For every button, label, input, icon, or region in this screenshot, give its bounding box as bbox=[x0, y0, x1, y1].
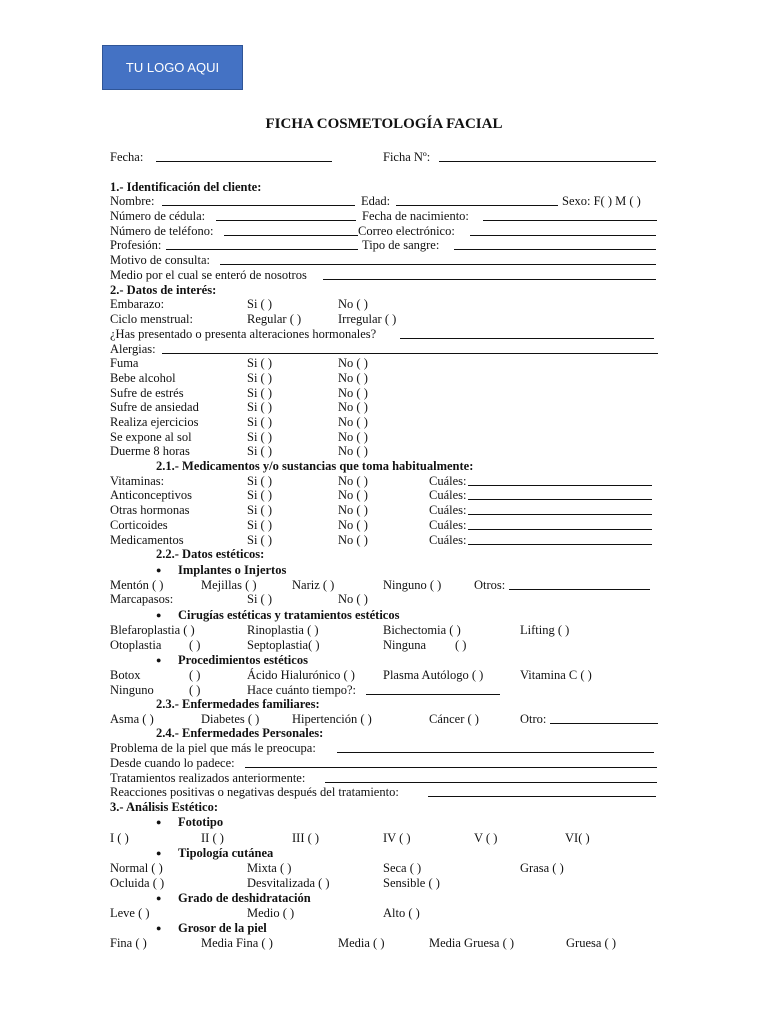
habit-no[interactable]: No ( ) bbox=[338, 415, 368, 429]
implantes-row bbox=[110, 578, 658, 593]
mejillas-option[interactable]: Mejillas ( ) bbox=[201, 578, 257, 592]
cuales-label: Cuáles: bbox=[429, 533, 467, 547]
ninguno-option[interactable]: Ninguno ( ) bbox=[383, 578, 442, 592]
habit-label: Bebe alcohol bbox=[110, 371, 176, 385]
media-gruesa-option[interactable]: Media Gruesa ( ) bbox=[429, 936, 515, 950]
habit-si[interactable]: Si ( ) bbox=[247, 444, 272, 458]
hace-label: Hace cuánto tiempo?: bbox=[247, 683, 356, 697]
sangre-field[interactable] bbox=[454, 238, 656, 250]
habit-no[interactable]: No ( ) bbox=[338, 356, 368, 370]
med-si[interactable]: Si ( ) bbox=[247, 518, 272, 532]
habit-si[interactable]: Si ( ) bbox=[247, 356, 272, 370]
embarazo-no[interactable]: No ( ) bbox=[338, 297, 368, 311]
habit-no[interactable]: No ( ) bbox=[338, 444, 368, 458]
cuales-label: Cuáles: bbox=[429, 503, 467, 517]
cuales-field[interactable] bbox=[468, 533, 652, 545]
fototipo-heading: ● Fototipo bbox=[156, 815, 224, 829]
procedimientos-heading: ● Procedimientos estéticos bbox=[156, 653, 308, 667]
med-si[interactable]: Si ( ) bbox=[247, 488, 272, 502]
grasa-option[interactable]: Grasa ( ) bbox=[520, 861, 564, 875]
habit-no[interactable]: No ( ) bbox=[338, 371, 368, 385]
telefono-label: Número de teléfono: bbox=[110, 224, 214, 238]
tipologia-row bbox=[110, 861, 658, 876]
ciclo-label: Ciclo menstrual: bbox=[110, 312, 193, 326]
plasma-option[interactable]: Plasma Autólogo ( ) bbox=[383, 668, 484, 682]
personales-heading: 2.4.- Enfermedades Personales: bbox=[156, 726, 324, 740]
telefono-field[interactable] bbox=[224, 224, 358, 236]
hormonal-label: ¿Has presentado o presenta alteraciones hormonales? bbox=[110, 327, 377, 341]
bullet-icon: ● bbox=[156, 610, 162, 620]
alergias-row bbox=[110, 342, 658, 357]
cuales-field[interactable] bbox=[468, 518, 652, 530]
ficha-field[interactable] bbox=[439, 150, 656, 162]
embarazo-si[interactable]: Si ( ) bbox=[247, 297, 272, 311]
nombre-field[interactable] bbox=[162, 194, 355, 206]
fototipo-option[interactable]: I ( ) bbox=[110, 831, 129, 845]
implantes-heading: ● Implantes o Injertos bbox=[156, 563, 287, 577]
med-row bbox=[110, 518, 658, 533]
alto-option[interactable]: Alto ( ) bbox=[383, 906, 420, 920]
desde-field[interactable] bbox=[245, 756, 657, 768]
habit-label: Realiza ejercicios bbox=[110, 415, 199, 429]
nariz-option[interactable]: Nariz ( ) bbox=[292, 578, 335, 592]
habit-row bbox=[110, 415, 658, 430]
hace-field[interactable] bbox=[366, 683, 500, 695]
ciclo-row bbox=[110, 312, 658, 327]
med-label: Vitaminas: bbox=[110, 474, 165, 488]
nacimiento-field[interactable] bbox=[483, 209, 657, 221]
correo-label: Correo electrónico: bbox=[358, 224, 455, 238]
reacciones-label: Reacciones positivas o negativas después del tratamiento: bbox=[110, 785, 399, 799]
cuales-label: Cuáles: bbox=[429, 488, 467, 502]
cuales-field[interactable] bbox=[468, 474, 652, 486]
ficha-label: Ficha Nº: bbox=[383, 150, 431, 164]
fototipo-option[interactable]: V ( ) bbox=[474, 831, 498, 845]
cedula-field[interactable] bbox=[216, 209, 356, 221]
med-row bbox=[110, 474, 658, 489]
problema-row bbox=[110, 741, 658, 756]
ciclo-irregular[interactable]: Irregular ( ) bbox=[338, 312, 397, 326]
bullet-icon: ● bbox=[156, 893, 162, 903]
tipologia-row-2 bbox=[110, 876, 658, 891]
med-row bbox=[110, 488, 658, 503]
tipologia-heading: ● Tipología cutánea bbox=[156, 846, 274, 860]
med-si[interactable]: Si ( ) bbox=[247, 474, 272, 488]
habit-si[interactable]: Si ( ) bbox=[247, 400, 272, 414]
normal-option[interactable]: Normal ( ) bbox=[110, 861, 163, 875]
habit-label: Se expone al sol bbox=[110, 430, 192, 444]
botox-label: Botox bbox=[110, 668, 141, 682]
section-1-heading: 1.- Identificación del cliente: bbox=[110, 180, 262, 194]
habit-label: Sufre de ansiedad bbox=[110, 400, 199, 414]
bullet-icon: ● bbox=[156, 848, 162, 858]
cuales-field[interactable] bbox=[468, 503, 652, 515]
fototipo-row bbox=[110, 831, 658, 846]
sexo-field[interactable]: Sexo: F( ) M ( ) bbox=[562, 194, 641, 208]
reacciones-row bbox=[110, 785, 658, 800]
med-label: Otras hormonas bbox=[110, 503, 190, 517]
habit-row bbox=[110, 371, 658, 386]
cuales-field[interactable] bbox=[468, 488, 652, 500]
profesion-label: Profesión: bbox=[110, 238, 162, 252]
otoplastia-option[interactable]: ( ) bbox=[189, 638, 201, 652]
habit-row bbox=[110, 356, 658, 371]
habit-row bbox=[110, 400, 658, 415]
ciclo-regular[interactable]: Regular ( ) bbox=[247, 312, 302, 326]
embarazo-label: Embarazo: bbox=[110, 297, 165, 311]
hormonal-row bbox=[110, 327, 658, 342]
grosor-row bbox=[110, 936, 658, 951]
profesion-field[interactable] bbox=[166, 238, 358, 250]
habit-no[interactable]: No ( ) bbox=[338, 400, 368, 414]
cirugias-row bbox=[110, 623, 658, 638]
tratamientos-row bbox=[110, 771, 658, 786]
ninguna-option[interactable]: ( ) bbox=[455, 638, 467, 652]
habit-no[interactable]: No ( ) bbox=[338, 386, 368, 400]
med-label: Medicamentos bbox=[110, 533, 184, 547]
med-no[interactable]: No ( ) bbox=[338, 474, 368, 488]
reacciones-field[interactable] bbox=[428, 785, 656, 797]
otro-field[interactable] bbox=[550, 712, 658, 724]
deshidratacion-row bbox=[110, 906, 658, 921]
nacimiento-label: Fecha de nacimiento: bbox=[362, 209, 469, 223]
tratamientos-label: Tratamientos realizados anteriormente: bbox=[110, 771, 306, 785]
problema-label: Problema de la piel que más le preocupa: bbox=[110, 741, 316, 755]
habit-label: Sufre de estrés bbox=[110, 386, 184, 400]
hormonal-field[interactable] bbox=[400, 327, 654, 339]
cuales-label: Cuáles: bbox=[429, 518, 467, 532]
fototipo-option[interactable]: II ( ) bbox=[201, 831, 224, 845]
septoplastia-option[interactable]: Septoplastia( ) bbox=[247, 638, 320, 652]
acido-option[interactable]: Ácido Hialurónico ( ) bbox=[247, 668, 355, 682]
desde-row bbox=[110, 756, 658, 771]
motivo-row bbox=[110, 253, 658, 268]
familiares-row bbox=[110, 712, 658, 727]
ninguno-proc-option[interactable]: ( ) bbox=[189, 683, 201, 697]
cedula-label: Número de cédula: bbox=[110, 209, 206, 223]
habit-row bbox=[110, 444, 658, 459]
familiares-heading: 2.3.- Enfermedades familiares: bbox=[156, 697, 320, 711]
edad-field[interactable] bbox=[396, 194, 558, 206]
bullet-icon: ● bbox=[156, 817, 162, 827]
sangre-label: Tipo de sangre: bbox=[362, 238, 440, 252]
cirugias-row-2 bbox=[110, 638, 658, 653]
medio-option[interactable]: Medio ( ) bbox=[247, 906, 295, 920]
ninguna-label: Ninguna bbox=[383, 638, 427, 652]
section-3-heading: 3.- Análisis Estético: bbox=[110, 800, 218, 814]
habit-si[interactable]: Si ( ) bbox=[247, 415, 272, 429]
logo-placeholder: TU LOGO AQUI bbox=[102, 45, 243, 90]
fecha-field[interactable] bbox=[156, 150, 332, 162]
media-fina-option[interactable]: Media Fina ( ) bbox=[201, 936, 273, 950]
fina-option[interactable]: Fina ( ) bbox=[110, 936, 147, 950]
sensible-option[interactable]: Sensible ( ) bbox=[383, 876, 440, 890]
lifting-option[interactable]: Lifting ( ) bbox=[520, 623, 570, 637]
habit-si[interactable]: Si ( ) bbox=[247, 430, 272, 444]
leve-option[interactable]: Leve ( ) bbox=[110, 906, 150, 920]
med-label: Anticonceptivos bbox=[110, 488, 192, 502]
media-option[interactable]: Media ( ) bbox=[338, 936, 385, 950]
problema-field[interactable] bbox=[337, 741, 654, 753]
gruesa-option[interactable]: Gruesa ( ) bbox=[566, 936, 616, 950]
asma-option[interactable]: Asma ( ) bbox=[110, 712, 154, 726]
cirugias-heading: ● Cirugías estéticas y tratamientos estéticos bbox=[156, 608, 400, 622]
medio-label: Medio por el cual se enteró de nosotros bbox=[110, 268, 307, 282]
telefono-row bbox=[110, 224, 658, 239]
procedimientos-row bbox=[110, 668, 658, 683]
med-row bbox=[110, 533, 658, 548]
bullet-icon: ● bbox=[156, 923, 162, 933]
desde-label: Desde cuando lo padece: bbox=[110, 756, 235, 770]
embarazo-row bbox=[110, 297, 658, 312]
otoplastia-label: Otoplastia bbox=[110, 638, 162, 652]
medio-row bbox=[110, 268, 658, 283]
med-no[interactable]: No ( ) bbox=[338, 518, 368, 532]
cancer-option[interactable]: Cáncer ( ) bbox=[429, 712, 479, 726]
botox-option[interactable]: ( ) bbox=[189, 668, 201, 682]
motivo-field[interactable] bbox=[220, 253, 656, 265]
nombre-row bbox=[110, 194, 658, 209]
fototipo-option[interactable]: IV ( ) bbox=[383, 831, 411, 845]
habit-si[interactable]: Si ( ) bbox=[247, 386, 272, 400]
bullet-icon: ● bbox=[156, 655, 162, 665]
procedimientos-row-2 bbox=[110, 683, 658, 698]
diabetes-option[interactable]: Diabetes ( ) bbox=[201, 712, 260, 726]
ocluida-option[interactable]: Ocluida ( ) bbox=[110, 876, 165, 890]
bullet-icon: ● bbox=[156, 565, 162, 575]
fecha-row bbox=[110, 150, 658, 165]
marcapasos-label: Marcapasos: bbox=[110, 592, 174, 606]
habit-row bbox=[110, 430, 658, 445]
edad-label: Edad: bbox=[361, 194, 391, 208]
menton-option[interactable]: Mentón ( ) bbox=[110, 578, 164, 592]
mixta-option[interactable]: Mixta ( ) bbox=[247, 861, 292, 875]
marcapasos-no[interactable]: No ( ) bbox=[338, 592, 368, 606]
habit-label: Fuma bbox=[110, 356, 139, 370]
med-label: Corticoides bbox=[110, 518, 168, 532]
page-title: FICHA COSMETOLOGÍA FACIAL bbox=[265, 116, 503, 132]
desvitalizada-option[interactable]: Desvitalizada ( ) bbox=[247, 876, 330, 890]
habit-label: Duerme 8 horas bbox=[110, 444, 190, 458]
medio-field[interactable] bbox=[323, 268, 656, 280]
otro-label: Otro: bbox=[520, 712, 547, 726]
marcapasos-si[interactable]: Si ( ) bbox=[247, 592, 272, 606]
hipertencion-option[interactable]: Hipertención ( ) bbox=[292, 712, 372, 726]
med-si[interactable]: Si ( ) bbox=[247, 533, 272, 547]
blefaroplastia-option[interactable]: Blefaroplastia ( ) bbox=[110, 623, 195, 637]
vitamina-c-option[interactable]: Vitamina C ( ) bbox=[520, 668, 592, 682]
med-no[interactable]: No ( ) bbox=[338, 503, 368, 517]
habit-row bbox=[110, 386, 658, 401]
fototipo-option[interactable]: VI( ) bbox=[565, 831, 590, 845]
marcapasos-row bbox=[110, 592, 658, 607]
habit-no[interactable]: No ( ) bbox=[338, 430, 368, 444]
alergias-field[interactable] bbox=[162, 342, 658, 354]
fototipo-option[interactable]: III ( ) bbox=[292, 831, 320, 845]
tratamientos-field[interactable] bbox=[325, 771, 657, 783]
med-no[interactable]: No ( ) bbox=[338, 533, 368, 547]
bichectomia-option[interactable]: Bichectomia ( ) bbox=[383, 623, 461, 637]
otros-label: Otros: bbox=[474, 578, 506, 592]
otros-field[interactable] bbox=[509, 578, 650, 590]
section-2-heading: 2.- Datos de interés: bbox=[110, 283, 217, 297]
med-no[interactable]: No ( ) bbox=[338, 488, 368, 502]
alergias-label: Alergias: bbox=[110, 342, 156, 356]
seca-option[interactable]: Seca ( ) bbox=[383, 861, 422, 875]
motivo-label: Motivo de consulta: bbox=[110, 253, 210, 267]
fecha-label: Fecha: bbox=[110, 150, 144, 164]
rinoplastia-option[interactable]: Rinoplastia ( ) bbox=[247, 623, 319, 637]
habit-si[interactable]: Si ( ) bbox=[247, 371, 272, 385]
med-row bbox=[110, 503, 658, 518]
nombre-label: Nombre: bbox=[110, 194, 155, 208]
correo-field[interactable] bbox=[470, 224, 656, 236]
med-si[interactable]: Si ( ) bbox=[247, 503, 272, 517]
deshidratacion-heading: ● Grado de deshidratación bbox=[156, 891, 311, 905]
cedula-row bbox=[110, 209, 658, 224]
profesion-row bbox=[110, 238, 658, 253]
meds-heading: 2.1.- Medicamentos y/o sustancias que toma habitualmente: bbox=[156, 459, 474, 473]
cuales-label: Cuáles: bbox=[429, 474, 467, 488]
ninguno-label: Ninguno bbox=[110, 683, 154, 697]
grosor-heading: ● Grosor de la piel bbox=[156, 921, 267, 935]
esteticos-heading: 2.2.- Datos estéticos: bbox=[156, 547, 265, 561]
